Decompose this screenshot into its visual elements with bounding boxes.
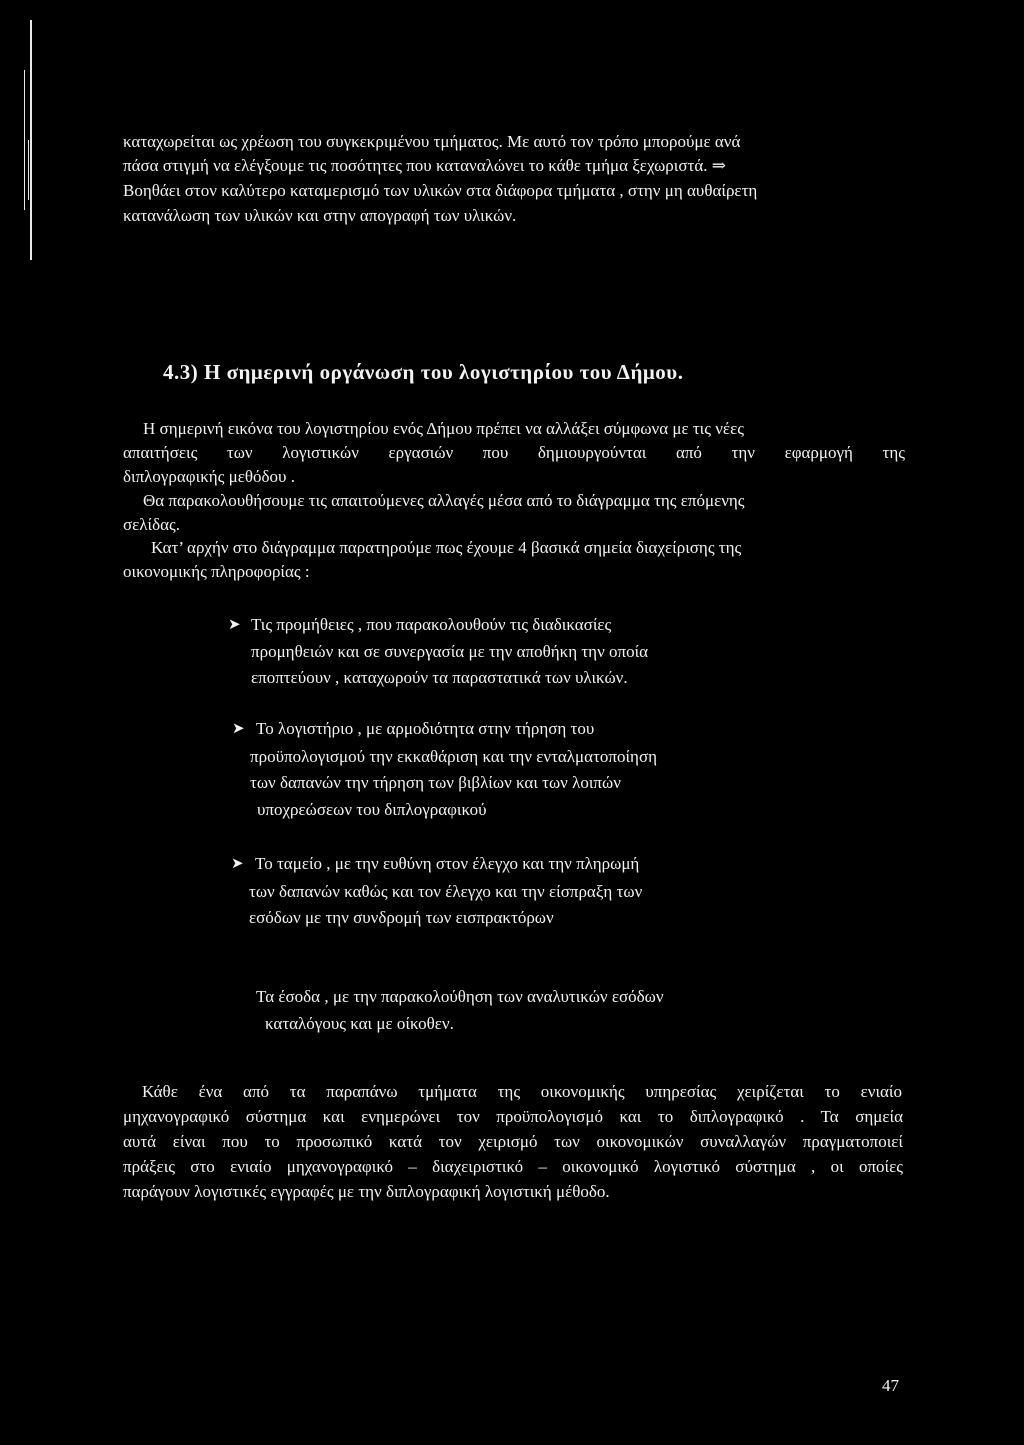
- text-line: απαιτήσεις των λογιστικών εργασιών που δημιουργούνται από την εφαρμογή της: [123, 443, 905, 462]
- text-line: μηχανογραφικό σύστημα και ενημερώνει τον προϋπολογισμό και το διπλογραφικό . Τα σημεία: [123, 1107, 903, 1126]
- arrow-bullet-icon: ➤: [228, 617, 241, 633]
- text-line: των δαπανών καθώς και τον έλεγχο και την είσπραξη των: [249, 882, 643, 901]
- text-line: Βοηθάει στον καλύτερο καταμερισμό των υλικών στα διάφορα τμήματα , στην μη αυθαίρετη: [123, 181, 758, 200]
- text-line: Κατ’ αρχήν στο διάγραμμα παρατηρούμε πως έχουμε 4 βασικά σημεία διαχείρισης της: [151, 538, 742, 557]
- text-line: καταλόγους και με οίκοθεν.: [265, 1014, 454, 1033]
- text-line: προϋπολογισμού την εκκαθάριση και την ενταλματοποίηση: [250, 747, 658, 766]
- text-line: αυτά είναι που το προσωπικό κατά τον χειρισμό των οικονομικών συναλλαγών πραγματοποιεί: [123, 1132, 903, 1151]
- text-line: Το ταμείο , με την ευθύνη στον έλεγχο και την πληρωμή: [255, 854, 640, 873]
- text-line: οικονομικής πληροφορίας :: [123, 562, 310, 581]
- page-number: 47: [882, 1376, 899, 1395]
- text-line: παράγουν λογιστικές εγγραφές με την διπλογραφική λογιστική μέθοδο.: [123, 1182, 610, 1201]
- text-line: Τα έσοδα , με την παρακολούθηση των αναλυτικών εσόδων: [256, 987, 664, 1006]
- text-line: των δαπανών την τήρηση των βιβλίων και των λοιπών: [250, 773, 621, 792]
- arrow-bullet-icon: ➤: [231, 856, 244, 872]
- arrow-bullet-icon: ➤: [232, 721, 245, 737]
- binding-margin-line: [30, 20, 32, 260]
- text-line: Κάθε ένα από τα παραπάνω τμήματα της οικονομικής υπηρεσίας χειρίζεται το ενιαίο: [142, 1082, 902, 1101]
- text-line: σελίδας.: [123, 515, 181, 534]
- text-line: Τις προμήθειες , που παρακολουθούν τις διαδικασίες: [251, 615, 612, 634]
- text-line: κατανάλωση των υλικών και στην απογραφή των υλικών.: [123, 206, 517, 225]
- text-line: Το λογιστήριο , με αρμοδιότητα στην τήρηση του: [256, 719, 595, 738]
- text-line: διπλογραφικής μεθόδου .: [123, 467, 295, 486]
- binding-margin-line: [24, 70, 25, 210]
- text-line: εσόδων με την συνδρομή των εισπρακτόρων: [249, 908, 554, 927]
- text-line: πάσα στιγμή να ελέγξουμε τις ποσότητες που καταναλώνει το κάθε τμήμα ξεχωριστά. ⇒: [123, 156, 727, 175]
- text-line: εποπτεύουν , καταχωρούν τα παραστατικά των υλικών.: [251, 668, 628, 687]
- text-line: πράξεις στο ενιαίο μηχανογραφικό – διαχειριστικό – οικονομικό λογιστικό σύστημα , οι οποίες: [123, 1157, 903, 1176]
- binding-margin-line: [28, 140, 29, 200]
- text-line: προμηθειών και σε συνεργασία με την αποθήκη την οποία: [251, 642, 649, 661]
- section-heading: 4.3) Η σημερινή οργάνωση του λογιστηρίου του Δήμου.: [163, 360, 684, 384]
- text-line: υποχρεώσεων του διπλογραφικού: [257, 800, 487, 819]
- text-line: καταχωρείται ως χρέωση του συγκεκριμένου τμήματος. Με αυτό τον τρόπο μπορούμε ανά: [123, 132, 741, 151]
- text-line: Θα παρακολουθήσουμε τις απαιτούμενες αλλαγές μέσα από το διάγραμμα της επόμενης: [143, 491, 745, 510]
- text-line: Η σημερινή εικόνα του λογιστηρίου ενός Δήμου πρέπει να αλλάξει σύμφωνα με τις νέες: [143, 419, 744, 438]
